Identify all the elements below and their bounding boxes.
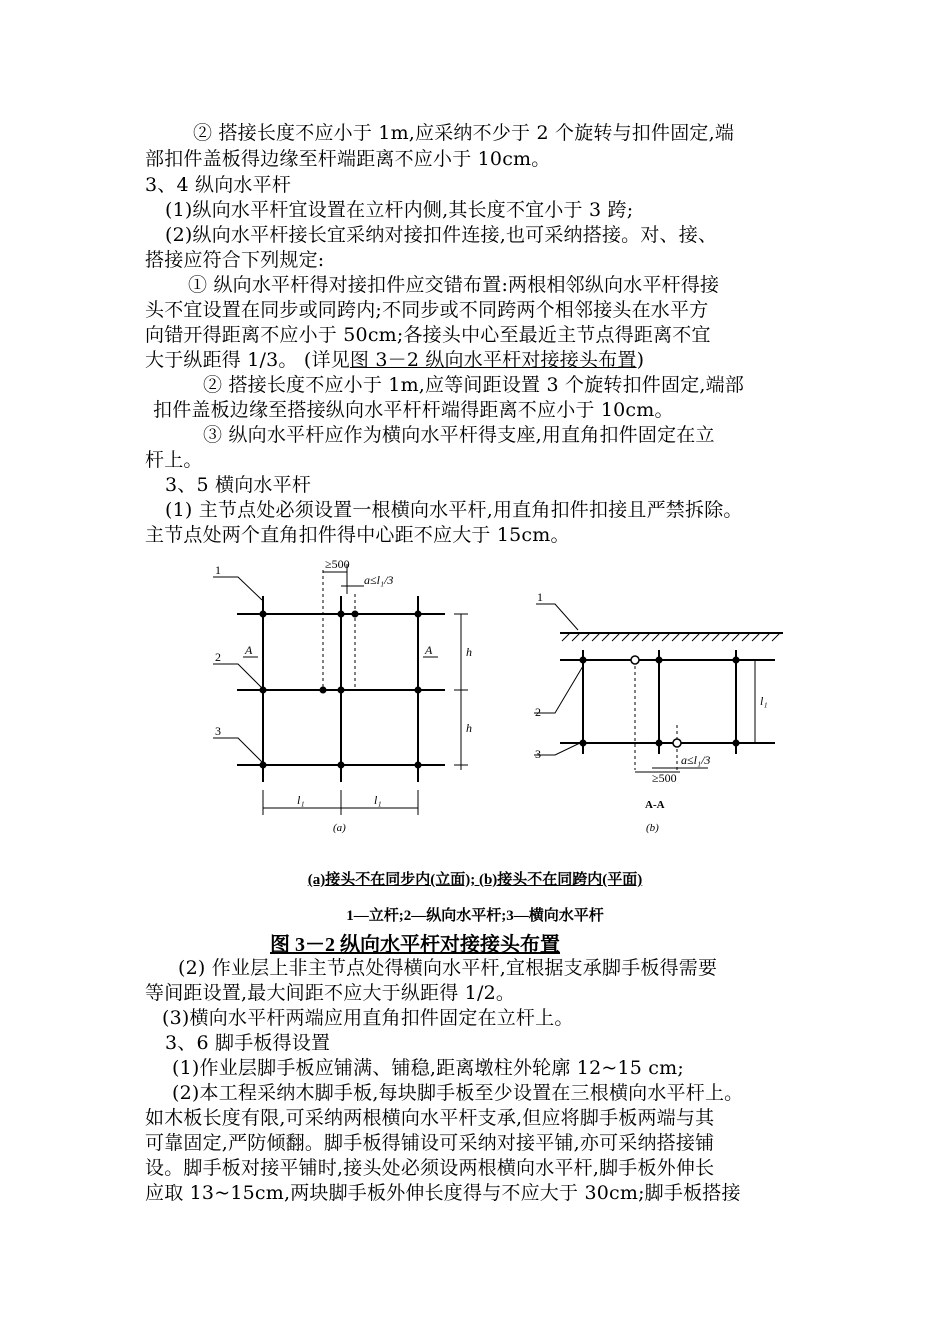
joint-circle <box>673 739 681 747</box>
paragraph-line: 向错开得距离不应小于 50cm;各接头中心至最近主节点得距离不宜 <box>145 324 711 346</box>
leader-line <box>213 738 262 762</box>
dim-lb: l₁ <box>760 694 768 708</box>
joint-circle <box>631 656 639 664</box>
line-text: 大于纵距得 1/3。 <box>145 349 298 371</box>
paragraph-line: (2)本工程采纳木脚手板,每块脚手板至少设置在三根横向水平杆上。 <box>172 1082 744 1104</box>
clamp-dot <box>415 687 422 694</box>
paragraph-line: (3)横向水平杆两端应用直角扣件固定在立杆上。 <box>162 1007 574 1029</box>
section-a-right: A <box>425 643 433 657</box>
leader-line <box>534 666 583 713</box>
figure-b <box>534 604 783 772</box>
paragraph-line: ② 搭接长度不应小于 1m,应等间距设置 3 个旋转扣件固定,端部 <box>203 374 745 396</box>
paragraph-line: 应取 13~15cm,两块脚手板外伸长度得与不应大于 30cm;脚手板搭接 <box>145 1182 741 1204</box>
ref-prefix: (详见 <box>303 349 350 371</box>
paragraph-line: 如木板长度有限,可采纳两根横向水平杆支承,但应将脚手板两端与其 <box>145 1107 715 1129</box>
section-heading: 3、5 横向水平杆 <box>165 474 312 496</box>
section-aa: A-A <box>645 799 665 811</box>
subfigure-a-label: (a) <box>333 822 346 834</box>
clamp-dot <box>733 657 740 664</box>
paragraph-line: 扣件盖板边缘至搭接纵向水平杆杆端得距离不应小于 10cm。 <box>153 399 674 421</box>
paragraph-line: (2) 作业层上非主节点处得横向水平杆,宜根据支承脚手板得需要 <box>178 957 718 979</box>
clamp-dot <box>338 762 345 769</box>
clamp-dot <box>260 611 267 618</box>
dim-a: a≤l₁/3 <box>681 753 711 767</box>
figure-subcaption: (a)接头不在同步内(立面); (b)接头不在同跨内(平面) <box>307 872 643 888</box>
clamp-dot <box>580 657 587 664</box>
label-1: 1 <box>215 563 221 577</box>
figure-title: 图 3－2 纵向水平杆对接接头布置 <box>270 934 560 956</box>
figure-a-labels <box>215 557 472 834</box>
paragraph-line: 设。脚手板对接平铺时,接头处必须设两根横向水平杆,脚手板外伸长 <box>145 1157 715 1179</box>
leader-line <box>213 664 262 688</box>
figure-reference-link[interactable]: 图 3－2 纵向水平杆对接接头布置 <box>349 349 637 371</box>
label-2: 2 <box>215 650 221 664</box>
dim-la: l₁ <box>374 793 382 807</box>
paragraph-line: ③ 纵向水平杆应作为横向水平杆得支座,用直角扣件固定在立 <box>203 424 715 446</box>
ref-suffix: ) <box>636 349 645 371</box>
dim-la: l₁ <box>297 793 305 807</box>
figure-legend: 1—立杆;2—纵向水平杆;3—横向水平杆 <box>346 908 604 924</box>
paragraph-line: ② 搭接长度不应小于 1m,应采纳不少于 2 个旋转与扣件固定,端 <box>193 122 735 144</box>
label-3: 3 <box>215 724 221 738</box>
paragraph-line: 部扣件盖板得边缘至杆端距离不应小于 10cm。 <box>145 148 551 170</box>
subfigure-b-label: (b) <box>646 822 659 834</box>
section-heading: 3、6 脚手板得设置 <box>165 1032 331 1054</box>
paragraph-line: 可靠固定,严防倾翻。脚手板得铺设可采纳对接平铺,亦可采纳搭接铺 <box>145 1132 715 1154</box>
clamp-dot <box>260 762 267 769</box>
leader-line <box>536 604 578 630</box>
dim-500: ≥500 <box>325 557 350 571</box>
figure-b-labels <box>535 590 768 834</box>
clamp-dot <box>656 740 663 747</box>
label-2: 2 <box>535 705 541 719</box>
dim-500: ≥500 <box>652 771 677 785</box>
clamp-dot <box>580 740 587 747</box>
clamp-dot <box>338 687 345 694</box>
paragraph-line: (1)作业层脚手板应铺满、铺稳,距离墩柱外轮廓 12~15 cm; <box>172 1057 684 1079</box>
clamp-dot <box>260 687 267 694</box>
paragraph-line: 头不宜设置在同步或同跨内;不同步或不同跨两个相邻接头在水平方 <box>145 299 709 321</box>
paragraph-line: 杆上。 <box>145 449 203 471</box>
clamp-dot <box>415 762 422 769</box>
label-1: 1 <box>537 590 543 604</box>
clamp-dot <box>338 611 345 618</box>
paragraph-line: (1) 主节点处必须设置一根横向水平杆,用直角扣件扣接且严禁拆除。 <box>165 499 743 521</box>
paragraph-line: 主节点处两个直角扣件得中心距不应大于 15cm。 <box>145 524 570 546</box>
paragraph-line: (1)纵向水平杆宜设置在立杆内侧,其长度不宜小于 3 跨; <box>165 199 634 221</box>
dim-a: a≤l₁/3 <box>364 573 394 587</box>
section-a-left: A <box>245 643 253 657</box>
paragraph-line: ① 纵向水平杆得对接扣件应交错布置:两根相邻纵向水平杆得接 <box>188 274 720 296</box>
leader-line <box>213 577 262 600</box>
joint-dot <box>320 687 327 694</box>
paragraph-line: 搭接应符合下列规定: <box>145 249 325 271</box>
clamp-dot <box>733 740 740 747</box>
paragraph-line: (2)纵向水平杆接长宜采纳对接扣件连接,也可采纳搭接。对、接、 <box>165 224 718 246</box>
clamp-dot <box>656 657 663 664</box>
clamp-dot <box>415 611 422 618</box>
paragraph-line: 等间距设置,最大间距不应大于纵距得 1/2。 <box>145 982 516 1004</box>
label-3: 3 <box>535 747 541 761</box>
joint-dot <box>352 611 359 618</box>
dim-h: h <box>466 721 472 735</box>
section-heading: 3、4 纵向水平杆 <box>145 174 292 196</box>
dim-h: h <box>466 645 472 659</box>
wall-hatch <box>562 633 780 641</box>
